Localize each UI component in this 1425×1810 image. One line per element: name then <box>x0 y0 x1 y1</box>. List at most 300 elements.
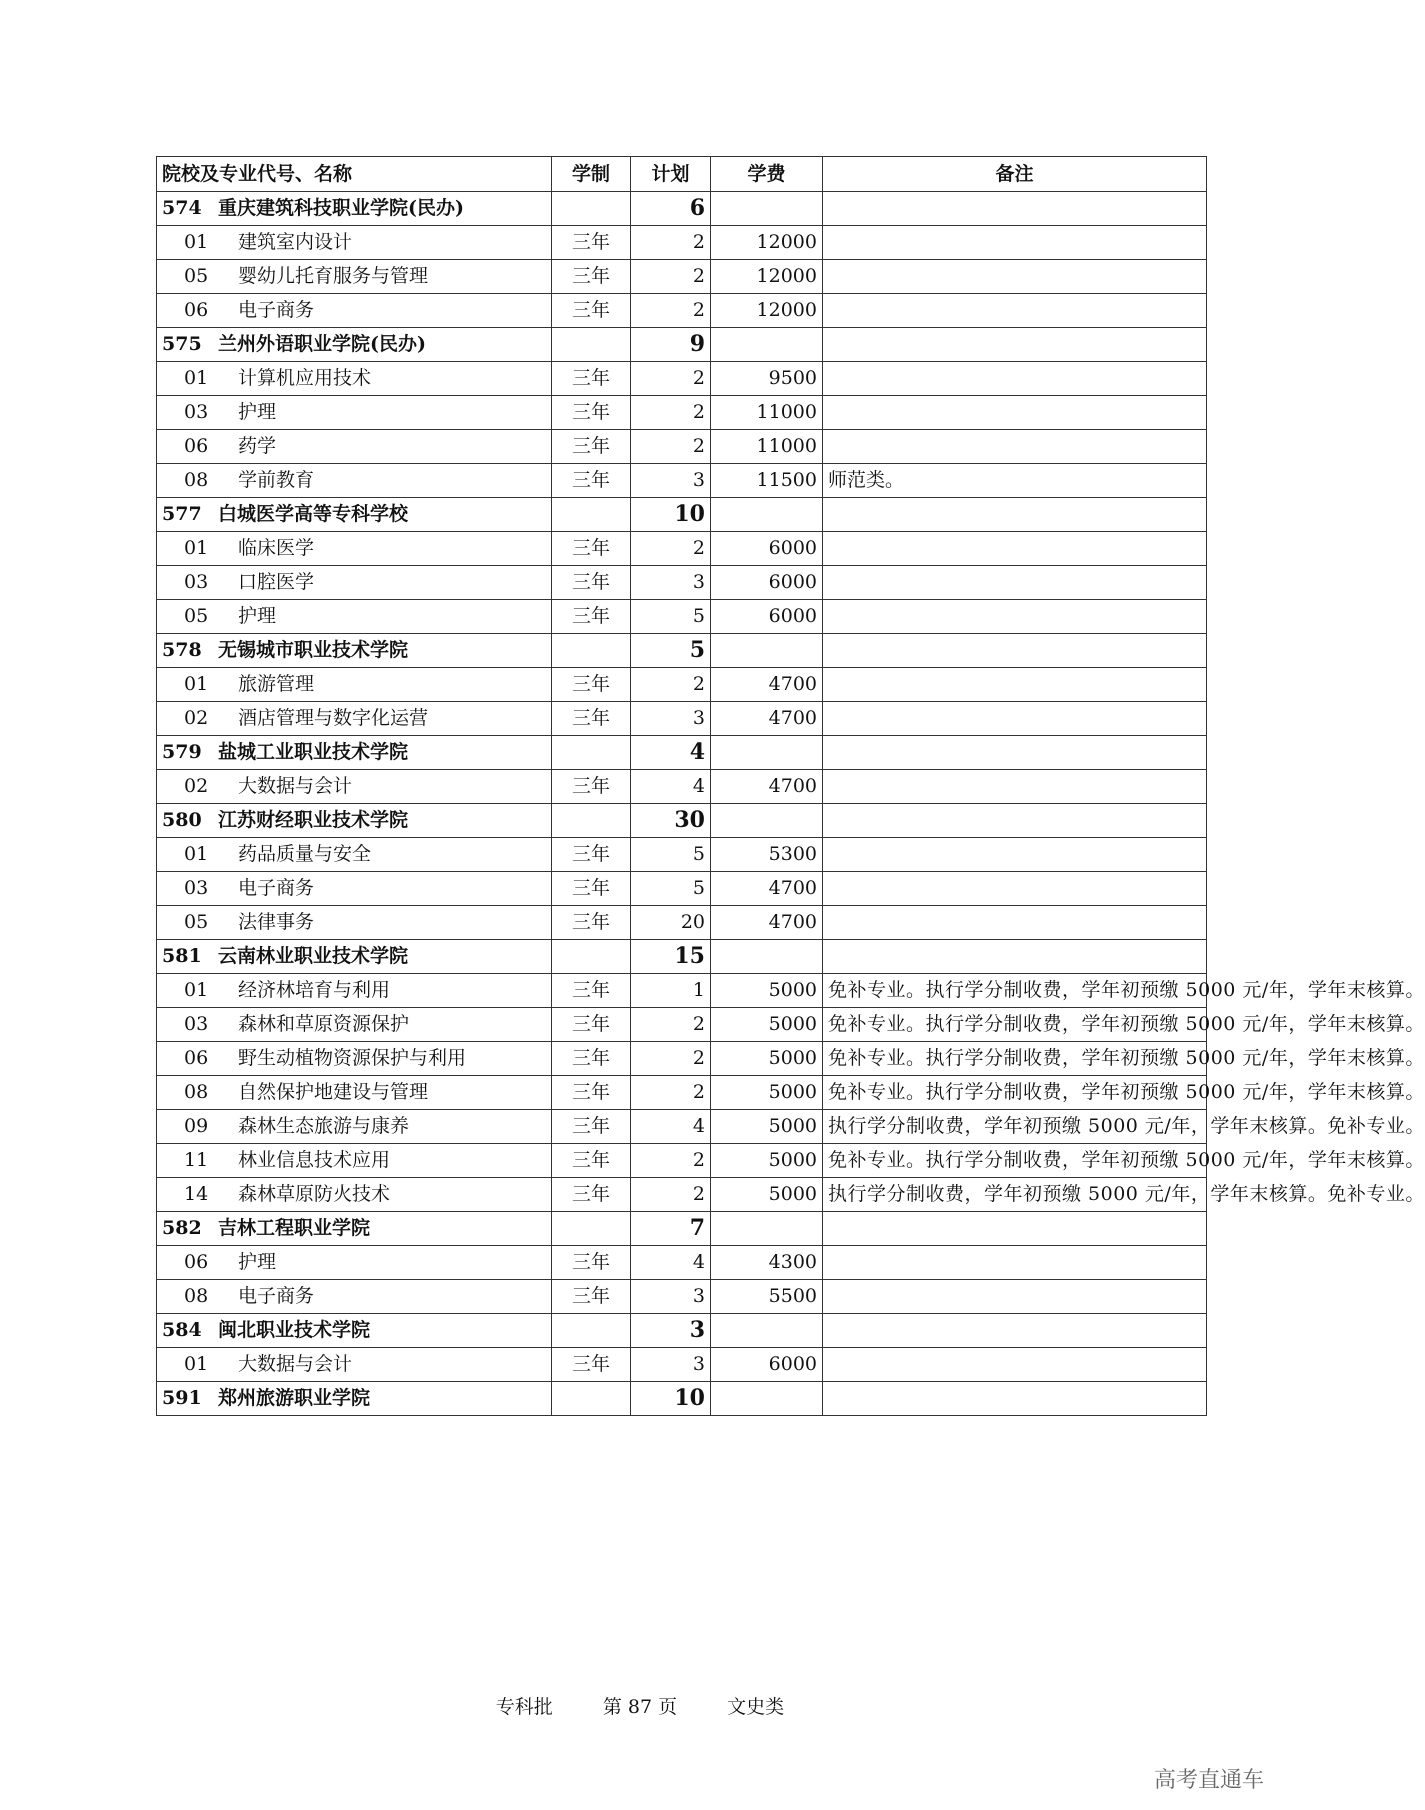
cell-name <box>157 566 552 600</box>
cell-note <box>823 396 1207 430</box>
header-length: 学制 <box>552 157 631 192</box>
major-code: 03 <box>184 1013 209 1035</box>
major-name: 护理 <box>238 605 277 627</box>
cell-fee <box>711 736 823 770</box>
watermark: 高考直通车 <box>1153 1768 1264 1793</box>
cell-name <box>157 770 552 804</box>
cell-length <box>552 1382 631 1416</box>
cell-fee: 5500 <box>711 1280 823 1314</box>
major-name: 森林生态旅游与康养 <box>238 1115 410 1137</box>
major-code: 11 <box>184 1149 209 1171</box>
cell-note <box>823 600 1207 634</box>
major-name: 森林草原防火技术 <box>238 1183 391 1205</box>
cell-length: 三年 <box>552 838 631 872</box>
cell-note <box>823 1212 1207 1246</box>
school-row <box>157 634 1207 668</box>
cell-note: 免补专业。执行学分制收费，学年初预缴 5000 元/年，学年末核算。 <box>823 1076 1207 1110</box>
major-row <box>157 770 1207 804</box>
cell-fee: 11000 <box>711 430 823 464</box>
cell-note: 执行学分制收费，学年初预缴 5000 元/年，学年末核算。免补专业。 <box>823 1110 1207 1144</box>
cell-fee <box>711 498 823 532</box>
cell-note <box>823 1314 1207 1348</box>
cell-plan: 2 <box>631 1144 711 1178</box>
major-code: 05 <box>184 265 209 287</box>
major-name: 大数据与会计 <box>238 775 353 797</box>
school-code: 577 <box>162 503 202 525</box>
cell-length: 三年 <box>552 260 631 294</box>
major-row <box>157 1110 1207 1144</box>
cell-fee: 6000 <box>711 566 823 600</box>
cell-length: 三年 <box>552 1280 631 1314</box>
major-row <box>157 872 1207 906</box>
cell-note <box>823 906 1207 940</box>
cell-length: 三年 <box>552 974 631 1008</box>
cell-length: 三年 <box>552 906 631 940</box>
cell-note <box>823 668 1207 702</box>
major-row <box>157 1042 1207 1076</box>
cell-length: 三年 <box>552 566 631 600</box>
major-name: 建筑室内设计 <box>238 231 353 253</box>
cell-note <box>823 328 1207 362</box>
cell-length: 三年 <box>552 1246 631 1280</box>
cell-length: 三年 <box>552 1348 631 1382</box>
school-name: 云南林业职业技术学院 <box>218 945 409 967</box>
cell-plan: 15 <box>631 940 711 974</box>
header-fee: 学费 <box>711 157 823 192</box>
cell-fee: 5000 <box>711 1076 823 1110</box>
cell-length <box>552 1212 631 1246</box>
major-code: 14 <box>184 1183 209 1205</box>
cell-name <box>157 804 552 838</box>
cell-length: 三年 <box>552 872 631 906</box>
cell-note <box>823 838 1207 872</box>
major-code: 01 <box>184 673 209 695</box>
cell-fee <box>711 1382 823 1416</box>
major-code: 06 <box>184 299 209 321</box>
cell-plan: 2 <box>631 1178 711 1212</box>
cell-fee: 6000 <box>711 600 823 634</box>
header-name: 院校及专业代号、名称 <box>157 157 552 192</box>
major-row <box>157 1348 1207 1382</box>
cell-note: 师范类。 <box>823 464 1207 498</box>
cell-note <box>823 260 1207 294</box>
cell-note <box>823 770 1207 804</box>
cell-name <box>157 906 552 940</box>
cell-fee: 5000 <box>711 1144 823 1178</box>
cell-plan: 1 <box>631 974 711 1008</box>
cell-name <box>157 362 552 396</box>
cell-name <box>157 634 552 668</box>
major-code: 03 <box>184 401 209 423</box>
cell-fee <box>711 1212 823 1246</box>
cell-name <box>157 1076 552 1110</box>
major-name: 电子商务 <box>238 877 315 899</box>
cell-length: 三年 <box>552 532 631 566</box>
cell-fee: 5000 <box>711 974 823 1008</box>
cell-note <box>823 226 1207 260</box>
cell-plan: 2 <box>631 532 711 566</box>
cell-length: 三年 <box>552 1042 631 1076</box>
major-row <box>157 600 1207 634</box>
cell-name <box>157 838 552 872</box>
major-name: 大数据与会计 <box>238 1353 353 1375</box>
cell-name <box>157 1382 552 1416</box>
cell-fee: 5300 <box>711 838 823 872</box>
cell-length <box>552 1314 631 1348</box>
cell-plan: 4 <box>631 770 711 804</box>
major-name: 药学 <box>238 435 277 457</box>
major-name: 酒店管理与数字化运营 <box>238 707 429 729</box>
cell-plan: 3 <box>631 566 711 600</box>
school-row <box>157 804 1207 838</box>
cell-length <box>552 634 631 668</box>
header-note: 备注 <box>823 157 1207 192</box>
cell-plan: 2 <box>631 396 711 430</box>
school-name: 兰州外语职业学院(民办) <box>218 333 426 355</box>
cell-plan: 2 <box>631 1076 711 1110</box>
cell-name <box>157 1246 552 1280</box>
school-name: 重庆建筑科技职业学院(民办) <box>218 197 464 219</box>
cell-length <box>552 736 631 770</box>
cell-name <box>157 1212 552 1246</box>
cell-name <box>157 600 552 634</box>
cell-fee: 6000 <box>711 532 823 566</box>
cell-note: 免补专业。执行学分制收费，学年初预缴 5000 元/年，学年末核算。 <box>823 1144 1207 1178</box>
cell-fee: 4300 <box>711 1246 823 1280</box>
cell-fee: 4700 <box>711 906 823 940</box>
cell-name <box>157 192 552 226</box>
school-name: 白城医学高等专科学校 <box>218 503 409 525</box>
school-code: 574 <box>162 197 202 219</box>
major-row <box>157 974 1207 1008</box>
cell-note <box>823 1348 1207 1382</box>
cell-note <box>823 702 1207 736</box>
cell-fee <box>711 804 823 838</box>
cell-note <box>823 1280 1207 1314</box>
cell-plan: 2 <box>631 1042 711 1076</box>
cell-name <box>157 464 552 498</box>
cell-length: 三年 <box>552 294 631 328</box>
major-code: 03 <box>184 877 209 899</box>
cell-note <box>823 634 1207 668</box>
major-row <box>157 566 1207 600</box>
cell-name <box>157 974 552 1008</box>
cell-fee: 12000 <box>711 294 823 328</box>
major-code: 03 <box>184 571 209 593</box>
cell-fee: 4700 <box>711 872 823 906</box>
school-name: 盐城工业职业技术学院 <box>218 741 409 763</box>
major-row <box>157 362 1207 396</box>
cell-note: 免补专业。执行学分制收费，学年初预缴 5000 元/年，学年末核算。 <box>823 1042 1207 1076</box>
cell-name <box>157 1280 552 1314</box>
major-name: 法律事务 <box>238 911 315 933</box>
cell-plan: 3 <box>631 464 711 498</box>
major-code: 01 <box>184 1353 209 1375</box>
cell-plan: 5 <box>631 600 711 634</box>
cell-plan: 4 <box>631 1110 711 1144</box>
cell-plan: 20 <box>631 906 711 940</box>
cell-plan: 2 <box>631 668 711 702</box>
footer-batch: 专科批 <box>495 1696 553 1718</box>
cell-plan: 6 <box>631 192 711 226</box>
school-code: 581 <box>162 945 202 967</box>
cell-length: 三年 <box>552 464 631 498</box>
cell-length <box>552 804 631 838</box>
cell-name <box>157 1110 552 1144</box>
major-row <box>157 430 1207 464</box>
school-row <box>157 940 1207 974</box>
cell-fee: 6000 <box>711 1348 823 1382</box>
cell-plan: 3 <box>631 1348 711 1382</box>
major-name: 旅游管理 <box>238 673 315 695</box>
cell-plan: 3 <box>631 1314 711 1348</box>
cell-length: 三年 <box>552 396 631 430</box>
cell-name <box>157 532 552 566</box>
cell-fee: 5000 <box>711 1008 823 1042</box>
cell-length: 三年 <box>552 362 631 396</box>
cell-note <box>823 192 1207 226</box>
cell-length: 三年 <box>552 1076 631 1110</box>
major-code: 05 <box>184 605 209 627</box>
cell-fee: 5000 <box>711 1042 823 1076</box>
major-code: 08 <box>184 469 209 491</box>
cell-name <box>157 668 552 702</box>
cell-plan: 2 <box>631 362 711 396</box>
cell-name <box>157 260 552 294</box>
cell-name <box>157 1144 552 1178</box>
cell-length <box>552 940 631 974</box>
cell-fee: 4700 <box>711 702 823 736</box>
cell-note <box>823 430 1207 464</box>
cell-name <box>157 294 552 328</box>
cell-fee: 5000 <box>711 1110 823 1144</box>
school-row <box>157 328 1207 362</box>
cell-plan: 9 <box>631 328 711 362</box>
cell-plan: 10 <box>631 498 711 532</box>
major-code: 08 <box>184 1081 209 1103</box>
major-name: 计算机应用技术 <box>238 367 372 389</box>
cell-name <box>157 1008 552 1042</box>
cell-fee: 4700 <box>711 770 823 804</box>
cell-name <box>157 430 552 464</box>
school-row <box>157 1382 1207 1416</box>
cell-length: 三年 <box>552 1110 631 1144</box>
major-name: 学前教育 <box>238 469 315 491</box>
school-name: 江苏财经职业技术学院 <box>218 809 409 831</box>
major-name: 野生动植物资源保护与利用 <box>238 1047 467 1069</box>
cell-note <box>823 736 1207 770</box>
major-name: 护理 <box>238 401 277 423</box>
major-name: 经济林培育与利用 <box>238 979 391 1001</box>
major-row <box>157 226 1207 260</box>
school-name: 无锡城市职业技术学院 <box>218 639 409 661</box>
cell-name <box>157 328 552 362</box>
cell-length: 三年 <box>552 668 631 702</box>
cell-note: 免补专业。执行学分制收费，学年初预缴 5000 元/年，学年末核算。 <box>823 974 1207 1008</box>
cell-name <box>157 1314 552 1348</box>
major-name: 森林和草原资源保护 <box>238 1013 410 1035</box>
cell-name <box>157 872 552 906</box>
cell-fee <box>711 192 823 226</box>
cell-plan: 2 <box>631 226 711 260</box>
cell-plan: 30 <box>631 804 711 838</box>
major-name: 临床医学 <box>238 537 315 559</box>
cell-note <box>823 362 1207 396</box>
cell-name <box>157 702 552 736</box>
cell-plan: 4 <box>631 736 711 770</box>
cell-plan: 7 <box>631 1212 711 1246</box>
cell-fee: 11000 <box>711 396 823 430</box>
major-row <box>157 702 1207 736</box>
major-code: 01 <box>184 979 209 1001</box>
major-code: 02 <box>184 707 209 729</box>
major-code: 06 <box>184 1047 209 1069</box>
cell-note <box>823 872 1207 906</box>
school-code: 579 <box>162 741 202 763</box>
major-name: 自然保护地建设与管理 <box>238 1081 429 1103</box>
major-row <box>157 1280 1207 1314</box>
page-footer <box>0 1692 1280 1719</box>
major-row <box>157 1246 1207 1280</box>
major-row <box>157 396 1207 430</box>
cell-note <box>823 1246 1207 1280</box>
school-row <box>157 736 1207 770</box>
cell-name <box>157 736 552 770</box>
cell-plan: 5 <box>631 838 711 872</box>
cell-plan: 3 <box>631 1280 711 1314</box>
major-code: 01 <box>184 537 209 559</box>
major-row <box>157 260 1207 294</box>
school-code: 584 <box>162 1319 202 1341</box>
cell-fee: 5000 <box>711 1178 823 1212</box>
major-row <box>157 1144 1207 1178</box>
cell-plan: 4 <box>631 1246 711 1280</box>
cell-plan: 10 <box>631 1382 711 1416</box>
admission-plan-table <box>156 156 1425 1416</box>
cell-length: 三年 <box>552 430 631 464</box>
cell-fee: 12000 <box>711 226 823 260</box>
major-name: 护理 <box>238 1251 277 1273</box>
school-code: 575 <box>162 333 202 355</box>
cell-length: 三年 <box>552 1008 631 1042</box>
cell-fee <box>711 1314 823 1348</box>
school-row <box>157 1314 1207 1348</box>
major-row <box>157 294 1207 328</box>
major-row <box>157 1008 1207 1042</box>
major-row <box>157 464 1207 498</box>
cell-note <box>823 566 1207 600</box>
major-row <box>157 1178 1207 1212</box>
major-name: 林业信息技术应用 <box>238 1149 391 1171</box>
major-name: 药品质量与安全 <box>238 843 372 865</box>
cell-name <box>157 940 552 974</box>
cell-plan: 2 <box>631 260 711 294</box>
school-code: 582 <box>162 1217 202 1239</box>
school-name: 吉林工程职业学院 <box>218 1217 371 1239</box>
school-row <box>157 498 1207 532</box>
major-code: 08 <box>184 1285 209 1307</box>
major-name: 电子商务 <box>238 299 315 321</box>
major-code: 06 <box>184 435 209 457</box>
cell-length: 三年 <box>552 226 631 260</box>
cell-length: 三年 <box>552 1178 631 1212</box>
cell-plan: 2 <box>631 294 711 328</box>
header-plan: 计划 <box>631 157 711 192</box>
cell-length: 三年 <box>552 600 631 634</box>
cell-note <box>823 940 1207 974</box>
school-name: 闽北职业技术学院 <box>218 1319 371 1341</box>
footer-page-number: 第 87 页 <box>602 1696 678 1718</box>
cell-name <box>157 396 552 430</box>
cell-name <box>157 1348 552 1382</box>
school-code: 591 <box>162 1387 202 1409</box>
table-body <box>157 192 1425 1416</box>
major-code: 01 <box>184 843 209 865</box>
cell-length: 三年 <box>552 770 631 804</box>
school-row <box>157 192 1207 226</box>
cell-note <box>823 532 1207 566</box>
major-row <box>157 532 1207 566</box>
major-row <box>157 838 1207 872</box>
cell-fee <box>711 328 823 362</box>
cell-length: 三年 <box>552 702 631 736</box>
major-name: 婴幼儿托育服务与管理 <box>238 265 429 287</box>
cell-plan: 2 <box>631 1008 711 1042</box>
cell-name <box>157 1042 552 1076</box>
cell-name <box>157 1178 552 1212</box>
major-name: 电子商务 <box>238 1285 315 1307</box>
major-code: 01 <box>184 231 209 253</box>
cell-length <box>552 498 631 532</box>
cell-fee: 11500 <box>711 464 823 498</box>
cell-plan: 2 <box>631 430 711 464</box>
major-name: 口腔医学 <box>238 571 315 593</box>
major-row <box>157 906 1207 940</box>
cell-length <box>552 192 631 226</box>
footer-category: 文史类 <box>727 1696 785 1718</box>
major-code: 01 <box>184 367 209 389</box>
cell-fee: 12000 <box>711 260 823 294</box>
cell-length <box>552 328 631 362</box>
cell-fee: 4700 <box>711 668 823 702</box>
cell-fee <box>711 634 823 668</box>
cell-note: 执行学分制收费，学年初预缴 5000 元/年，学年末核算。免补专业。 <box>823 1178 1207 1212</box>
major-code: 09 <box>184 1115 209 1137</box>
cell-note <box>823 498 1207 532</box>
cell-plan: 3 <box>631 702 711 736</box>
cell-note <box>823 1382 1207 1416</box>
cell-name <box>157 498 552 532</box>
cell-plan: 5 <box>631 634 711 668</box>
cell-name <box>157 226 552 260</box>
major-row <box>157 1076 1207 1110</box>
school-row <box>157 1212 1207 1246</box>
cell-note <box>823 804 1207 838</box>
cell-note <box>823 294 1207 328</box>
school-code: 578 <box>162 639 202 661</box>
cell-length: 三年 <box>552 1144 631 1178</box>
cell-fee: 9500 <box>711 362 823 396</box>
major-code: 05 <box>184 911 209 933</box>
table-header-row <box>157 157 1207 192</box>
cell-note: 免补专业。执行学分制收费，学年初预缴 5000 元/年，学年末核算。 <box>823 1008 1207 1042</box>
major-code: 02 <box>184 775 209 797</box>
school-name: 郑州旅游职业学院 <box>218 1387 371 1409</box>
major-code: 06 <box>184 1251 209 1273</box>
cell-fee <box>711 940 823 974</box>
major-row <box>157 668 1207 702</box>
school-code: 580 <box>162 809 202 831</box>
